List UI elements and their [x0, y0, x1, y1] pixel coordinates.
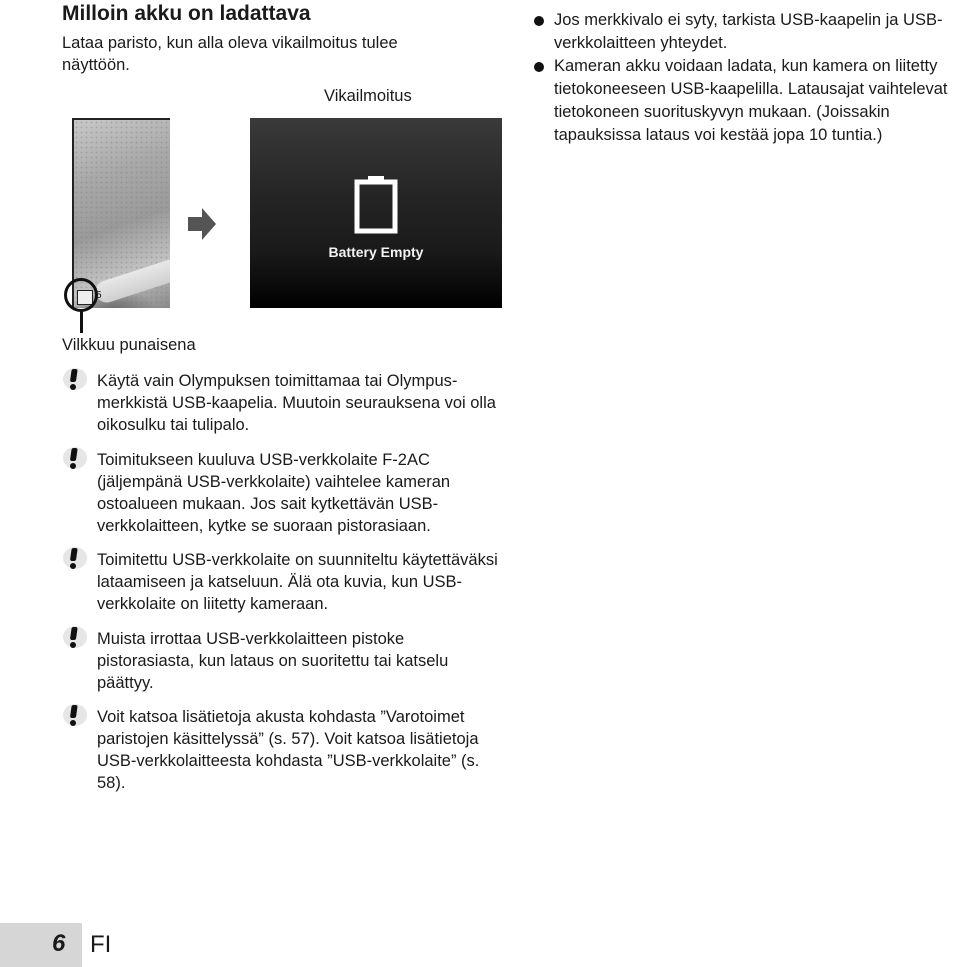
note-text: Kameran akku voidaan ladata, kun kamera on liitetty tietokoneeseen USB-kaapelilla. Latausajat vaihtelevat tietokoneen suorituskyvyn mukaan. (Joissakin tapauksissa lataus voi kestää jopa 10 tuntia.) [554, 57, 948, 144]
notes-list [534, 9, 954, 147]
list-item [534, 9, 954, 55]
warning-text: Voit katsoa lisätietoja akusta kohdasta ”Varotoimet paristojen käsittelyssä” (s. 57). Voit katsoa lisätietoja USB-verkkolaitteesta kohdasta ”USB-verkkolaite” (s. 58). [97, 708, 480, 792]
warning-item [62, 446, 502, 536]
callout-label: Vilkkuu punaisena [62, 336, 196, 354]
warning-item [62, 625, 502, 693]
camera-screen [250, 118, 502, 308]
warning-icon [62, 367, 88, 391]
warning-icon [62, 546, 88, 570]
page-number: 6 [52, 930, 66, 957]
warning-icon [62, 703, 88, 727]
bullet-icon [534, 16, 544, 26]
warning-text: Käytä vain Olympuksen toimittamaa tai Olympus-merkkistä USB-kaapelia. Muutoin seurauksena voi olla oikosulku tai tulipalo. [97, 372, 496, 434]
warning-icon [62, 625, 88, 649]
intro-text: Lataa paristo, kun alla oleva vikailmoitus tulee näyttöön. [62, 34, 398, 74]
error-message-label: Vikailmoitus [324, 87, 412, 105]
arrow-right-icon [188, 208, 216, 245]
page-number-tab [0, 923, 82, 967]
section-title: Milloin akku on ladattava [62, 2, 311, 25]
warning-text: Muista irrottaa USB-verkkolaitteen pistoke pistorasiasta, kun lataus on suoritettu tai katselu päättyy. [97, 630, 449, 692]
warning-item [62, 546, 502, 614]
warning-item [62, 367, 502, 433]
warning-item [62, 703, 502, 795]
language-code: FI [90, 931, 112, 958]
warning-icon [62, 446, 88, 470]
callout-line [80, 311, 83, 333]
list-item [534, 55, 954, 147]
callout-circle [64, 278, 98, 312]
note-text: Jos merkkivalo ei syty, tarkista USB-kaapelin ja USB-verkkolaitteen yhteydet. [554, 11, 943, 52]
warning-text: Toimitukseen kuuluva USB-verkkolaite F-2AC (jäljempänä USB-verkkolaite) vaihtelee kameran ostoalueen mukaan. Jos sait kytkettävän USB-verkkolaitteen, kytke se suoraan pistorasiaan. [97, 451, 451, 535]
indicator-count: 5 [96, 290, 102, 301]
battery-empty-icon [354, 174, 398, 234]
battery-empty-message: Battery Empty [328, 244, 424, 260]
bullet-icon [534, 62, 544, 72]
warning-text: Toimitettu USB-verkkolaite on suunniteltu käytettäväksi lataamiseen ja katseluun. Älä ota kuvia, kun USB-verkkolaite on liitetty kameraan. [97, 551, 498, 613]
